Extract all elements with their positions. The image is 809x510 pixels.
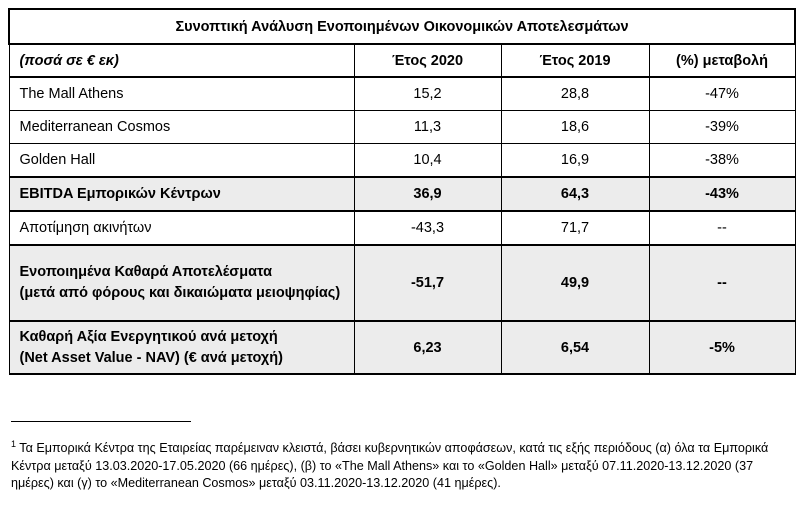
value-2020: 6,23	[354, 321, 501, 374]
value-change: -43%	[649, 177, 795, 211]
value-2020: -51,7	[354, 245, 501, 321]
table-header-row	[9, 44, 795, 77]
header-year-2019: Έτος 2019	[501, 44, 649, 77]
value-2019: 16,9	[501, 144, 649, 178]
footnote-marker: 1	[11, 439, 17, 449]
row-label: The Mall Athens	[9, 77, 354, 111]
row-label: EBITDA Εμπορικών Κέντρων	[9, 177, 354, 211]
footnote-separator	[11, 421, 191, 422]
value-change: -38%	[649, 144, 795, 178]
row-label-cell	[9, 245, 354, 321]
table-row	[9, 111, 795, 144]
value-2019: 64,3	[501, 177, 649, 211]
value-2019: 49,9	[501, 245, 649, 321]
header-units: (ποσά σε € εκ)	[9, 44, 354, 77]
row-sublabel: (μετά από φόρους και δικαιώματα μειοψηφίας)	[19, 285, 341, 301]
value-change: -47%	[649, 77, 795, 111]
row-label: Καθαρή Αξία Ενεργητικού ανά μετοχή	[19, 328, 278, 345]
value-2020: 10,4	[354, 144, 501, 178]
value-change: -5%	[649, 321, 795, 374]
row-label: Golden Hall	[9, 144, 354, 178]
header-change: (%) μεταβολή	[649, 44, 795, 77]
table-row-ebitda	[9, 177, 795, 211]
value-2020: 15,2	[354, 77, 501, 111]
row-sublabel: (Net Asset Value - NAV) (€ ανά μετοχή)	[19, 349, 283, 366]
footnote-text: Τα Εμπορικά Κέντρα της Εταιρείας παρέμειναν κλειστά, βάσει κυβερνητικών αποφάσεων, κατά τις εξής περιόδους (α) όλα τα Εμπορικά Κέντρα μεταξύ 13.03.2020-17.05.2020 (66 ημέρες), (β) το «The Mall Athens» και το «Golden Hall» μεταξύ 07.11.2020-13.12.2020 (37 ημέρες) και (γ) το «Mediterranean Cosmos» μεταξύ 03.11.2020-13.12.2020 (41 ημέρες).	[11, 441, 769, 491]
value-change: --	[649, 211, 795, 245]
table-row	[9, 77, 795, 111]
value-2019: 71,7	[501, 211, 649, 245]
table-row	[9, 144, 795, 178]
value-2019: 18,6	[501, 111, 649, 144]
row-label-cell	[9, 321, 354, 374]
header-year-2020: Έτος 2020	[354, 44, 501, 77]
table-row-nav	[9, 321, 795, 374]
table-row-net-results	[9, 245, 795, 321]
table-title: Συνοπτική Ανάλυση Ενοποιημένων Οικονομικών Αποτελεσμάτων	[9, 9, 795, 44]
value-2020: 36,9	[354, 177, 501, 211]
value-2019: 28,8	[501, 77, 649, 111]
value-change: --	[649, 245, 795, 321]
row-label: Αποτίμηση ακινήτων	[9, 211, 354, 245]
value-2020: 11,3	[354, 111, 501, 144]
footnote	[11, 436, 796, 493]
value-2019: 6,54	[501, 321, 649, 374]
row-label: Ενοποιημένα Καθαρά Αποτελέσματα	[19, 264, 272, 280]
table-row	[9, 211, 795, 245]
financial-results-table	[8, 8, 796, 375]
value-change: -39%	[649, 111, 795, 144]
value-2020: -43,3	[354, 211, 501, 245]
row-label: Mediterranean Cosmos	[9, 111, 354, 144]
table-title-row	[9, 9, 795, 44]
